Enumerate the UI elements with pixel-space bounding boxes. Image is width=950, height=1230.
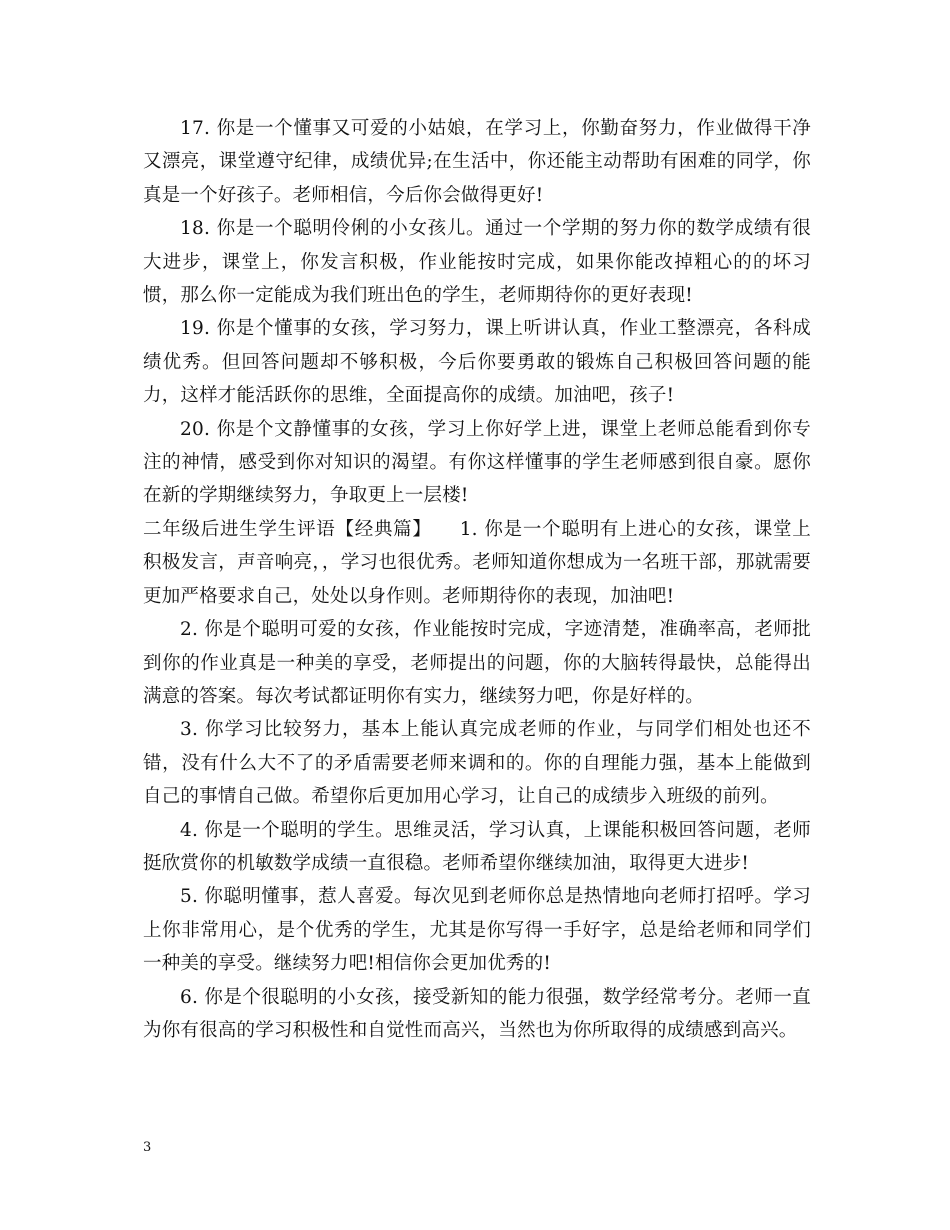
section-line (143, 513, 811, 613)
document-body (143, 112, 811, 1047)
page-number: 3 (143, 1140, 152, 1155)
comment-paragraph-18: 18. 你是一个聪明伶俐的小女孩儿。通过一个学期的努力你的数学成绩有很大进步，课堂上，你发言积极，作业能按时完成，如果你能改掉粗心的的坏习惯，那么你一定能成为我们班出色的学生，老师期待你的更好表现! (143, 218, 811, 307)
comment-paragraph-4: 4. 你是一个聪明的学生。思维灵活，学习认真，上课能积极回答问题，老师挺欣赏你的机敏数学成绩一直很稳。老师希望你继续加油，取得更大进步! (143, 819, 811, 874)
comment-paragraph-5: 5. 你聪明懂事，惹人喜爱。每次见到老师你总是热情地向老师打招呼。学习上你非常用心，是个优秀的学生，尤其是你写得一手好字，总是给老师和同学们一种美的享受。继续努力吧!相信你会更加优秀的! (143, 886, 811, 975)
section-heading: 二年级后进生学生评语【经典篇】 (143, 518, 432, 540)
comment-paragraph-3: 3. 你学习比较努力，基本上能认真完成老师的作业，与同学们相处也还不错，没有什么大不了的矛盾需要老师来调和的。你的自理能力强，基本上能做到自己的事情自己做。希望你后更加用心学习，让自己的成绩步入班级的前列。 (143, 719, 811, 808)
comment-paragraph-2: 2. 你是个聪明可爱的女孩，作业能按时完成，字迹清楚，准确率高，老师批到你的作业真是一种美的享受，老师提出的问题，你的大脑转得最快，总能得出满意的答案。每次考试都证明你有实力，继续努力吧，你是好样的。 (143, 619, 811, 707)
comment-paragraph-1: 1. 你是一个聪明有上进心的女孩，课堂上积极发言，声音响亮，，学习也很优秀。老师知道你想成为一名班干部，那就需要更加严格要求自己，处处以身作则。老师期待你的表现，加油吧! (143, 518, 811, 607)
comment-paragraph-6: 6. 你是个很聪明的小女孩，接受新知的能力很强，数学经常考分。老师一直为你有很高的学习积极性和自觉性而高兴，当然也为你所取得的成绩感到高兴。 (143, 986, 811, 1041)
comment-paragraph-17: 17. 你是一个懂事又可爱的小姑娘，在学习上，你勤奋努力，作业做得干净又漂亮，课堂遵守纪律，成绩优异;在生活中，你还能主动帮助有困难的同学，你真是一个好孩子。老师相信，今后你会做得更好! (143, 118, 811, 206)
comment-paragraph-19: 19. 你是个懂事的女孩，学习努力，课上听讲认真，作业工整漂亮，各科成绩优秀。但回答问题却不够积极，今后你要勇敢的锻炼自己积极回答问题的能力，这样才能活跃你的思维，全面提高你的成绩。加油吧，孩子! (143, 318, 811, 407)
comment-paragraph-20: 20. 你是个文静懂事的女孩，学习上你好学上进，课堂上老师总能看到你专注的神情，感受到你对知识的渴望。有你这样懂事的学生老师感到很自豪。愿你在新的学期继续努力，争取更上一层楼! (143, 418, 811, 507)
